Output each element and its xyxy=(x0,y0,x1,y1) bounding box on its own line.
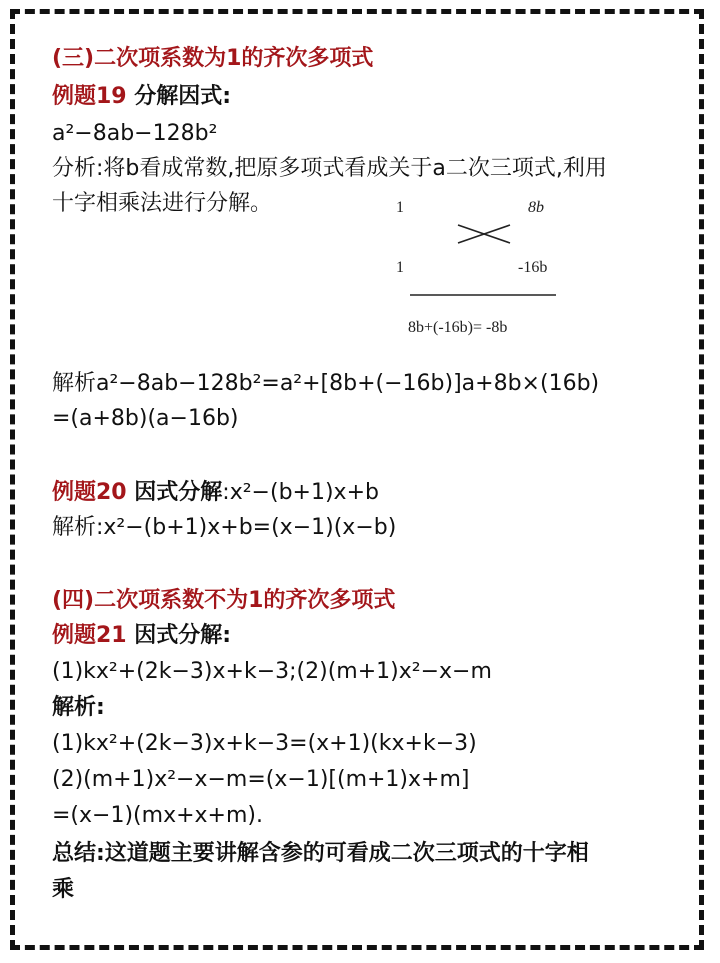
example21-solution-line3: =(x−1)(mx+x+m). xyxy=(52,803,263,828)
example19-prompt: 分解因式: xyxy=(126,84,232,109)
example19-label: 例题19 xyxy=(52,84,127,109)
example20-title xyxy=(52,478,379,508)
example21-title xyxy=(52,621,231,651)
example19-title xyxy=(52,82,231,112)
example20-expression: :x²−(b+1)x+b xyxy=(222,480,379,505)
example19-analysis-line1: 分析:将b看成常数,把原多项式看成关于a二次三项式,利用 xyxy=(52,156,607,181)
example21-solution-line2: (2)(m+1)x²−x−m=(x−1)[(m+1)x+m] xyxy=(52,767,470,792)
cross-top-left: 1 xyxy=(396,199,404,216)
example21-solution-line1: (1)kx²+(2k−3)x+k−3=(x+1)(kx+k−3) xyxy=(52,731,477,756)
cross-result: 8b+(-16b)= -8b xyxy=(408,319,508,336)
example21-expression: (1)kx²+(2k−3)x+k−3;(2)(m+1)x²−x−m xyxy=(52,659,492,684)
example21-prompt: 因式分解: xyxy=(126,623,232,648)
cross-top-right: 8b xyxy=(528,199,544,216)
example20-prompt: 因式分解 xyxy=(126,480,223,505)
example19-solution-line1: 解析a²−8ab−128b²=a²+[8b+(−16b)]a+8b×(16b) xyxy=(52,371,600,396)
example21-analysis-label: 解析: xyxy=(52,695,105,720)
example20-solution: 解析:x²−(b+1)x+b=(x−1)(x−b) xyxy=(52,515,397,540)
example21-label: 例题21 xyxy=(52,623,127,648)
example19-analysis-line2: 十字相乘法进行分解。 xyxy=(52,191,273,216)
example20-label: 例题20 xyxy=(52,480,127,505)
example19-expression: a²−8ab−128b² xyxy=(52,121,218,146)
cross-multiplication-diagram xyxy=(388,195,568,345)
cross-bottom-right: -16b xyxy=(518,259,548,276)
example21-summary-line1: 总结:这道题主要讲解含参的可看成二次三项式的十字相 xyxy=(52,841,589,866)
example21-summary-line2: 乘 xyxy=(52,877,75,902)
section3-heading: (三)二次项系数为1的齐次多项式 xyxy=(52,46,374,71)
example19-solution-line2: =(a+8b)(a−16b) xyxy=(52,406,239,431)
section4-heading: (四)二次项系数不为1的齐次多项式 xyxy=(52,588,396,613)
cross-bottom-left: 1 xyxy=(396,259,404,276)
